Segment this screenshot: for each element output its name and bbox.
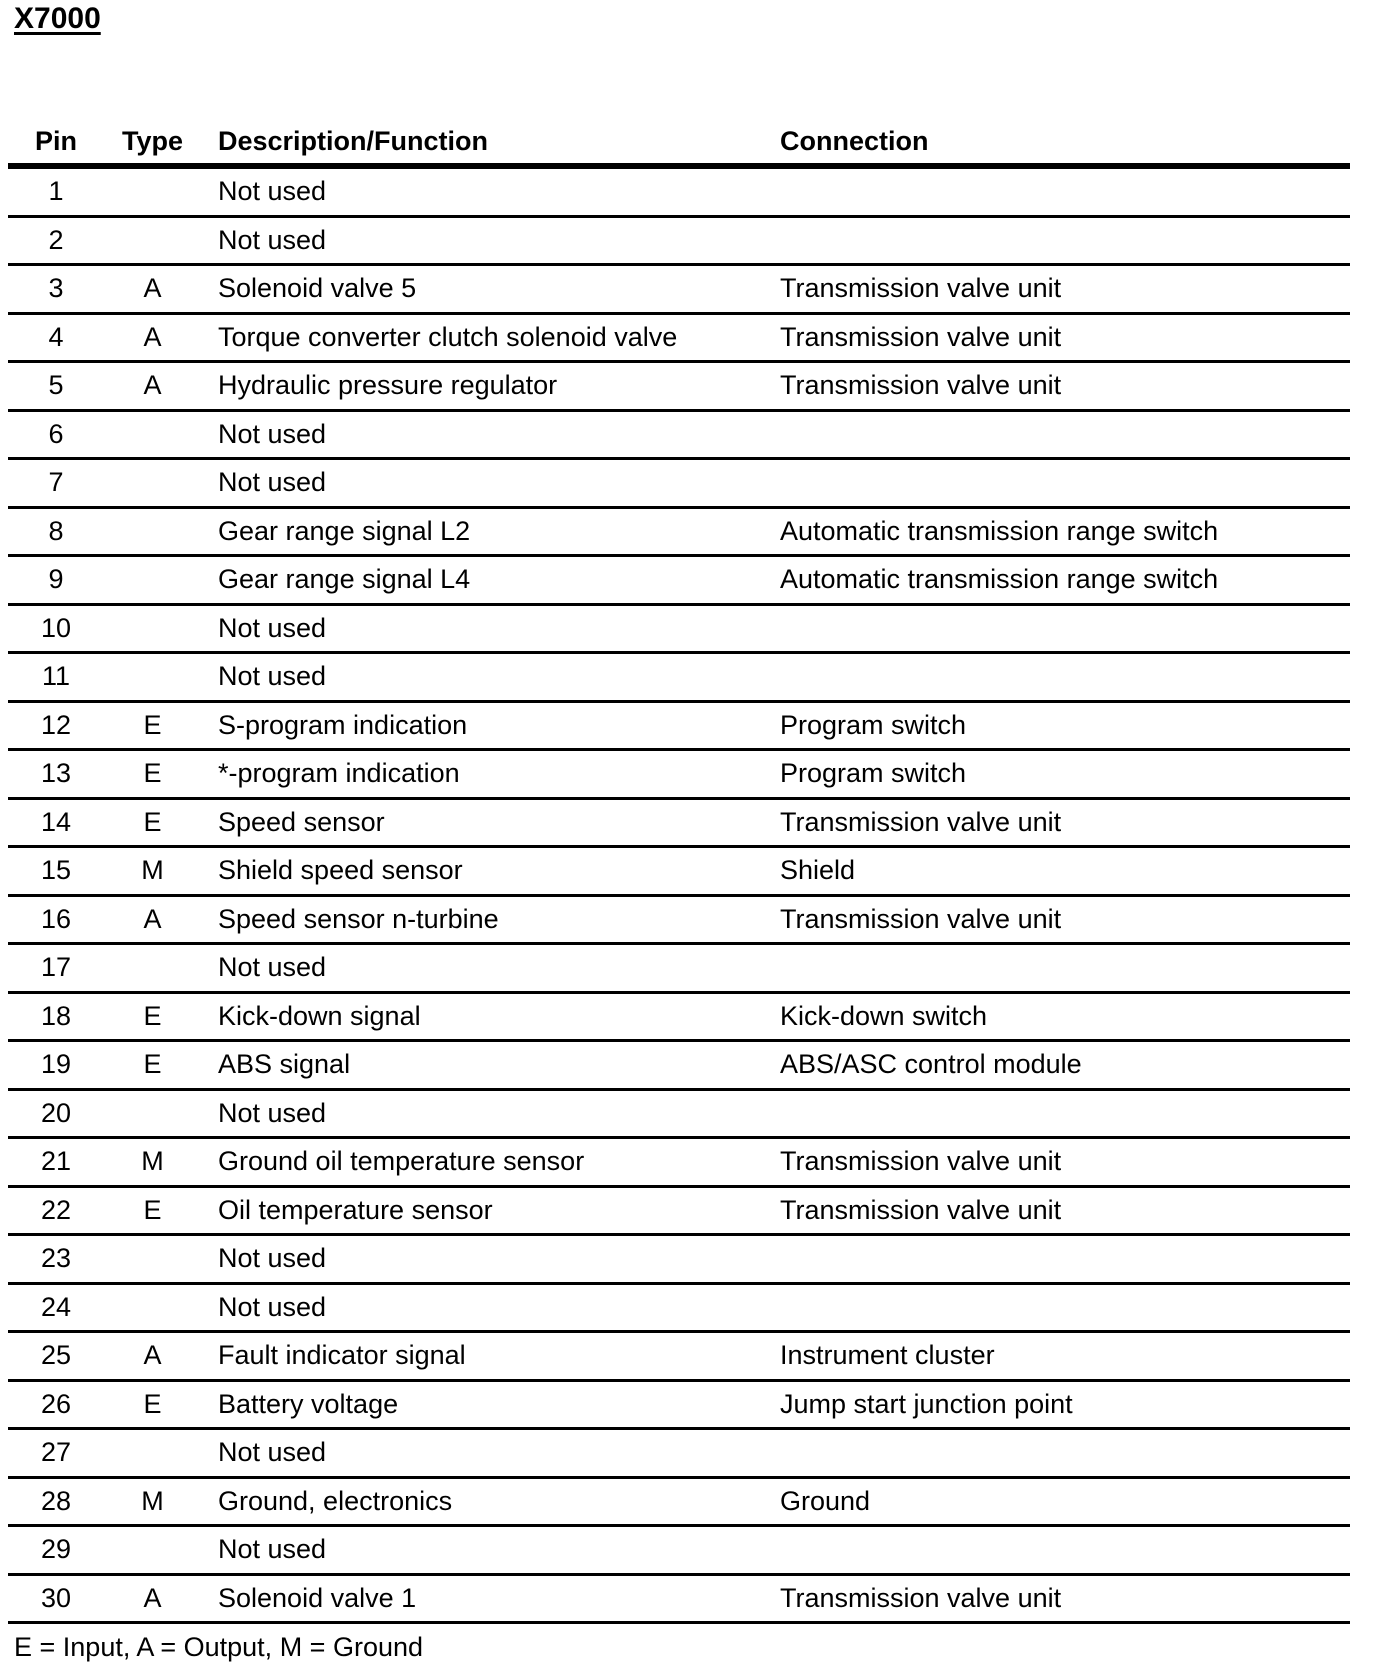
type-cell: M bbox=[141, 1146, 164, 1177]
connection-cell: Instrument cluster bbox=[780, 1340, 995, 1371]
table-row bbox=[8, 557, 1350, 606]
table-row bbox=[8, 1236, 1350, 1285]
pin-cell: 12 bbox=[40, 709, 72, 740]
header-connection: Connection bbox=[780, 126, 929, 156]
connection-cell: Transmission valve unit bbox=[780, 370, 1062, 401]
pin-cell: 29 bbox=[40, 1534, 72, 1565]
description-cell: Solenoid valve 5 bbox=[218, 273, 417, 304]
type-cell: A bbox=[143, 903, 162, 934]
header-description: Description/Function bbox=[218, 126, 488, 156]
connection-cell: Transmission valve unit bbox=[780, 1146, 1062, 1177]
table-row bbox=[8, 1576, 1350, 1625]
table-row bbox=[8, 654, 1350, 703]
connection-cell: Automatic transmission range switch bbox=[780, 564, 1219, 595]
connection-cell: Transmission valve unit bbox=[780, 1582, 1062, 1613]
pin-cell: 17 bbox=[40, 952, 72, 983]
connection-cell: Jump start junction point bbox=[780, 1388, 1073, 1419]
table-row bbox=[8, 1091, 1350, 1140]
description-cell: Not used bbox=[218, 418, 327, 449]
description-cell: Not used bbox=[218, 467, 327, 498]
description-cell: Fault indicator signal bbox=[218, 1340, 466, 1371]
pin-cell: 7 bbox=[48, 467, 64, 498]
pin-cell: 11 bbox=[41, 661, 71, 692]
description-cell: Not used bbox=[218, 952, 327, 983]
pin-cell: 10 bbox=[40, 612, 72, 643]
connection-cell: Transmission valve unit bbox=[780, 903, 1062, 934]
table-row bbox=[8, 897, 1350, 946]
pin-cell: 2 bbox=[48, 224, 64, 255]
connection-cell: ABS/ASC control module bbox=[780, 1049, 1082, 1080]
connection-cell: Program switch bbox=[780, 758, 967, 789]
description-cell: Kick-down signal bbox=[218, 1000, 421, 1031]
type-cell: E bbox=[143, 709, 162, 740]
pin-cell: 27 bbox=[40, 1437, 72, 1468]
table-row bbox=[8, 751, 1350, 800]
description-cell: Not used bbox=[218, 1243, 327, 1274]
table-body bbox=[8, 169, 1350, 1624]
table-row bbox=[8, 266, 1350, 315]
table-row bbox=[8, 218, 1350, 267]
table-row bbox=[8, 412, 1350, 461]
connection-cell: Transmission valve unit bbox=[780, 806, 1062, 837]
type-cell: A bbox=[143, 1582, 162, 1613]
table-row bbox=[8, 460, 1350, 509]
type-cell: E bbox=[143, 758, 162, 789]
pin-cell: 30 bbox=[40, 1582, 72, 1613]
pin-cell: 1 bbox=[48, 176, 64, 207]
table-header bbox=[8, 120, 1350, 169]
pin-cell: 6 bbox=[48, 418, 64, 449]
description-cell: Not used bbox=[218, 1291, 327, 1322]
pin-cell: 25 bbox=[40, 1340, 72, 1371]
table-row bbox=[8, 1479, 1350, 1528]
legend: E = Input, A = Output, M = Ground bbox=[14, 1632, 424, 1662]
description-cell: Ground oil temperature sensor bbox=[218, 1146, 585, 1177]
description-cell: Oil temperature sensor bbox=[218, 1194, 493, 1225]
description-cell: Shield speed sensor bbox=[218, 855, 463, 886]
type-cell: A bbox=[143, 370, 162, 401]
pin-cell: 21 bbox=[40, 1146, 72, 1177]
pin-cell: 28 bbox=[40, 1485, 72, 1516]
pin-cell: 9 bbox=[48, 564, 64, 595]
connection-cell: Transmission valve unit bbox=[780, 1194, 1062, 1225]
pin-cell: 20 bbox=[40, 1097, 72, 1128]
pin-cell: 15 bbox=[40, 855, 72, 886]
table-row bbox=[8, 1042, 1350, 1091]
pin-cell: 22 bbox=[40, 1194, 72, 1225]
pin-cell: 23 bbox=[40, 1243, 72, 1274]
description-cell: *-program indication bbox=[218, 758, 460, 789]
type-cell: E bbox=[143, 806, 162, 837]
description-cell: Not used bbox=[218, 661, 327, 692]
description-cell: Torque converter clutch solenoid valve bbox=[218, 321, 678, 352]
table-row bbox=[8, 1430, 1350, 1479]
table-row bbox=[8, 1188, 1350, 1237]
header-pin: Pin bbox=[34, 126, 77, 156]
pin-cell: 26 bbox=[40, 1388, 72, 1419]
type-cell: E bbox=[143, 1000, 162, 1031]
table-row bbox=[8, 1139, 1350, 1188]
header-type: Type bbox=[121, 126, 183, 156]
table-row bbox=[8, 169, 1350, 218]
connection-cell: Transmission valve unit bbox=[780, 321, 1062, 352]
type-cell: E bbox=[143, 1049, 162, 1080]
table-row bbox=[8, 363, 1350, 412]
description-cell: Not used bbox=[218, 1097, 327, 1128]
description-cell: Not used bbox=[218, 612, 327, 643]
table-row bbox=[8, 606, 1350, 655]
pin-cell: 18 bbox=[40, 1000, 72, 1031]
type-cell: A bbox=[143, 321, 162, 352]
pin-cell: 16 bbox=[40, 903, 72, 934]
table-row bbox=[8, 848, 1350, 897]
description-cell: Not used bbox=[218, 176, 327, 207]
pin-table bbox=[8, 120, 1350, 1624]
connection-cell: Automatic transmission range switch bbox=[780, 515, 1219, 546]
connection-cell: Program switch bbox=[780, 709, 967, 740]
pin-cell: 3 bbox=[48, 273, 64, 304]
description-cell: Speed sensor bbox=[218, 806, 385, 837]
document-title: X7000 bbox=[14, 2, 101, 35]
description-cell: ABS signal bbox=[218, 1049, 351, 1080]
description-cell: Not used bbox=[218, 1437, 327, 1468]
table-row bbox=[8, 703, 1350, 752]
table-row bbox=[8, 1382, 1350, 1431]
description-cell: Not used bbox=[218, 1534, 327, 1565]
pin-cell: 5 bbox=[48, 370, 64, 401]
type-cell: E bbox=[143, 1388, 162, 1419]
pin-cell: 8 bbox=[48, 515, 64, 546]
type-cell: A bbox=[143, 1340, 162, 1371]
description-cell: Battery voltage bbox=[218, 1388, 399, 1419]
type-cell: E bbox=[143, 1194, 162, 1225]
table-row bbox=[8, 800, 1350, 849]
table-row bbox=[8, 509, 1350, 558]
table-row bbox=[8, 994, 1350, 1043]
description-cell: Not used bbox=[218, 224, 327, 255]
connection-cell: Shield bbox=[780, 855, 856, 886]
description-cell: Gear range signal L2 bbox=[218, 515, 471, 546]
table-row bbox=[8, 315, 1350, 364]
pin-cell: 13 bbox=[40, 758, 72, 789]
table-row bbox=[8, 1285, 1350, 1334]
description-cell: S-program indication bbox=[218, 709, 468, 740]
pin-cell: 19 bbox=[40, 1049, 72, 1080]
connection-cell: Kick-down switch bbox=[780, 1000, 988, 1031]
description-cell: Solenoid valve 1 bbox=[218, 1582, 417, 1613]
table-row bbox=[8, 945, 1350, 994]
type-cell: M bbox=[141, 1485, 164, 1516]
description-cell: Gear range signal L4 bbox=[218, 564, 471, 595]
connection-cell: Transmission valve unit bbox=[780, 273, 1062, 304]
description-cell: Ground, electronics bbox=[218, 1485, 453, 1516]
connection-cell: Ground bbox=[780, 1485, 871, 1516]
pin-cell: 24 bbox=[40, 1291, 72, 1322]
table-row bbox=[8, 1333, 1350, 1382]
description-cell: Speed sensor n-turbine bbox=[218, 903, 499, 934]
pin-cell: 4 bbox=[48, 321, 64, 352]
description-cell: Hydraulic pressure regulator bbox=[218, 370, 558, 401]
type-cell: A bbox=[143, 273, 162, 304]
table-row bbox=[8, 1527, 1350, 1576]
pin-cell: 14 bbox=[40, 806, 72, 837]
type-cell: M bbox=[141, 855, 164, 886]
